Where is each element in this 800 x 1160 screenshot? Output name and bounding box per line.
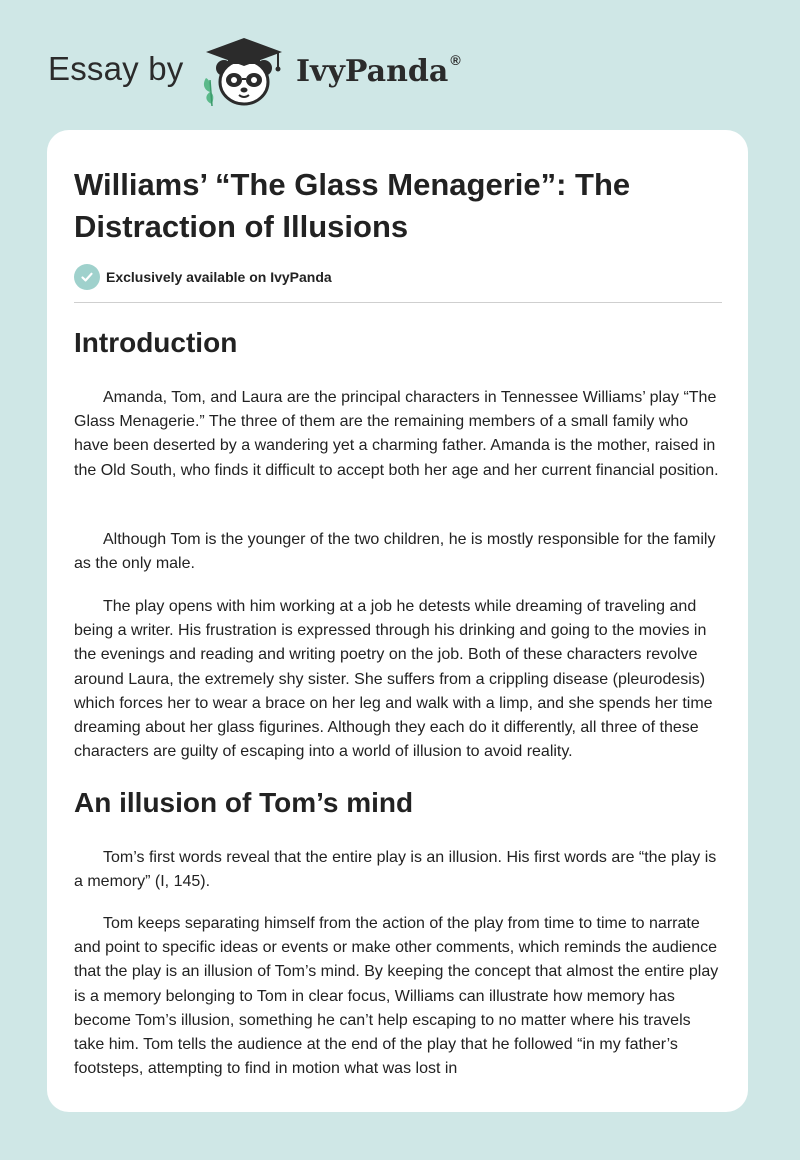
panda-graduate-icon[interactable] — [200, 34, 292, 110]
site-header — [0, 0, 800, 130]
paragraph: The play opens with him working at a job he detests while dreaming of traveling and being a writer. His frustration is expressed through his drinking and going to the movies in the evenings and reading and writing poetry on the job. Both of these characters revolve around Laura, the extremely shy sister. She suffers from a crippling disease (pleurodesis) which forces her to wear a brace on her leg and walk with a limp, and she spends her time dreaming about her glass figurines. Although they each do it differently, all three of these characters are guilty of escaping into a world of illusion to avoid reality. — [74, 598, 713, 761]
brand-prefix: Essay by — [48, 50, 184, 87]
badge-text: Exclusively available on IvyPanda — [106, 269, 332, 285]
section-heading-introduction: Introduction — [74, 327, 238, 358]
exclusive-badge — [74, 264, 332, 290]
paragraph: Although Tom is the younger of the two children, he is mostly responsible for the family as the only male. — [74, 531, 716, 573]
divider — [74, 302, 722, 303]
check-circle-icon — [74, 264, 100, 290]
section-heading-tom-illusion: An illusion of Tom’s mind — [74, 787, 414, 818]
page-title: Williams’ “The Glass Menagerie”: The Distraction of Illusions — [74, 167, 631, 244]
paragraph: Tom’s first words reveal that the entire play is an illusion. His first words are “the play is a memory” (I, 145). — [74, 849, 717, 891]
paragraph: Amanda, Tom, and Laura are the principal characters in Tennessee Williams’ play “The Glass Menagerie.” The three of them are the remaining members of a small family who have been deserted by a wandering yet a charming father. Amanda is the mother, raised in the Old South, who finds it difficult to accept both her age and her current financial position. — [74, 389, 719, 479]
essay-card — [47, 130, 748, 1112]
brand-name[interactable]: IvyPanda ® — [296, 52, 461, 89]
registered-mark: ® — [450, 52, 461, 68]
paragraph: Tom keeps separating himself from the action of the play from time to time to narrate and point to specific ideas or events or make other comments, which reminds the audience that the play is an illusion of Tom’s mind. By keeping the concept that almost the entire play is a memory belonging to Tom in clear focus, Williams can illustrate how memory has become Tom’s illusion, something he can’t help escaping to no matter where his travels take him. Tom tells the audience at the end of the play that he followed “in my father’s footsteps, attempting to find in motion what was lost in — [74, 915, 719, 1078]
